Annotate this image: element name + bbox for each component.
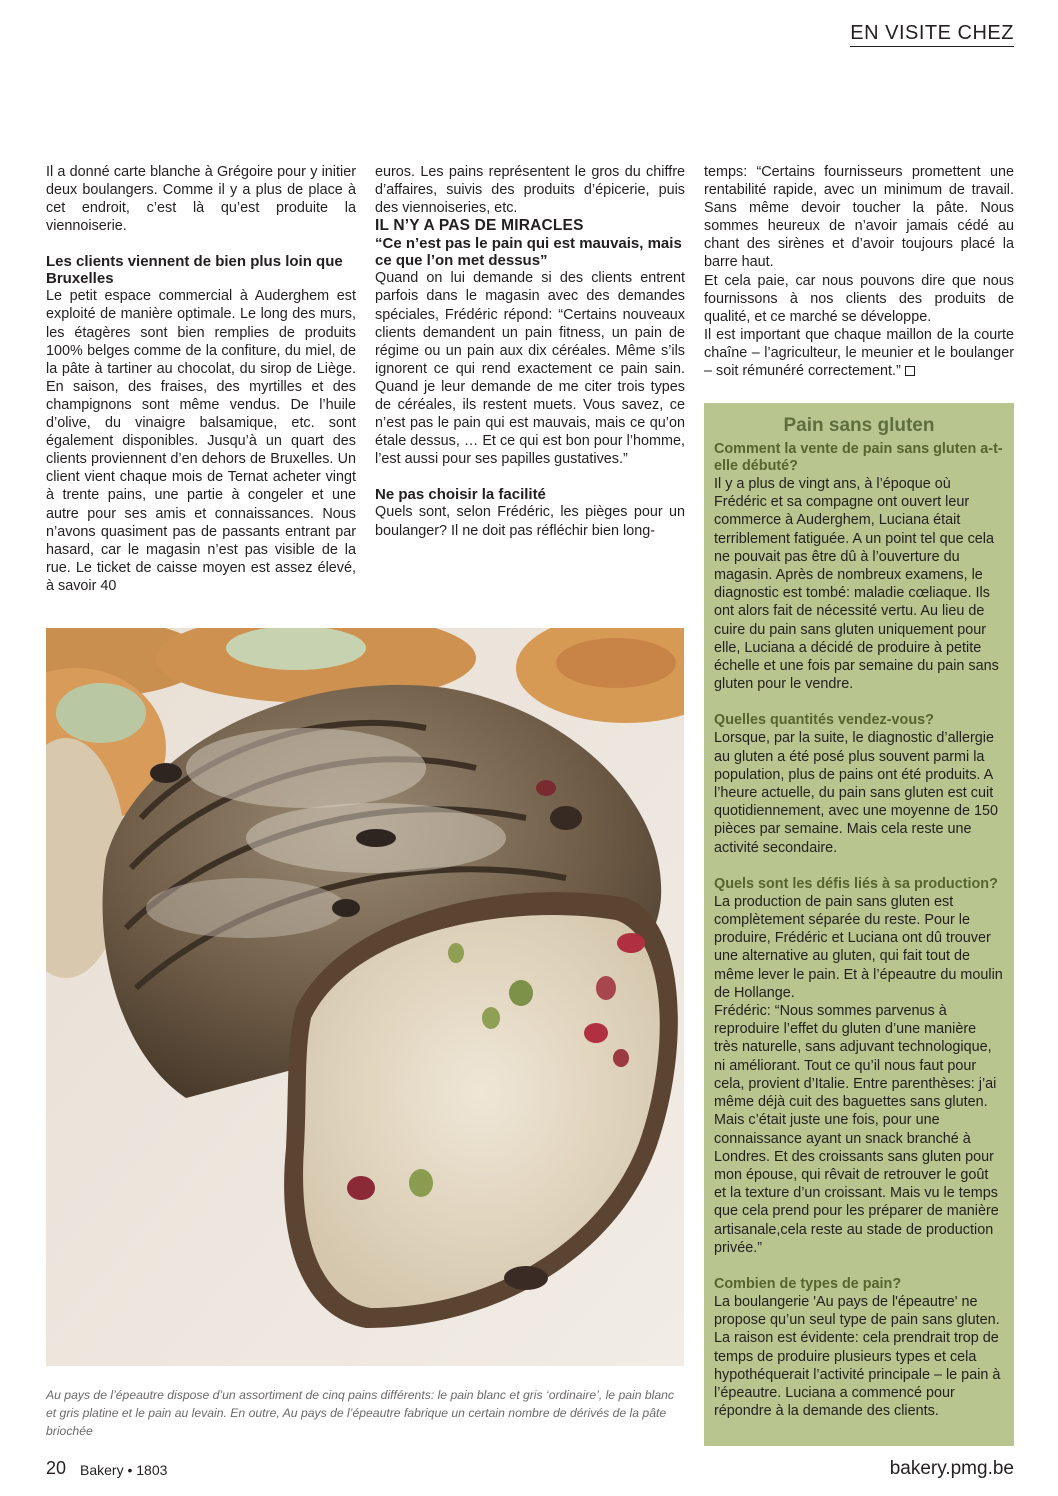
article-column-1 [46, 163, 356, 595]
section-heading: IL N’Y A PAS DE MIRACLES [375, 217, 584, 235]
sidebar-title: Pain sans gluten [783, 415, 935, 436]
article-column-3 [704, 163, 1014, 380]
sidebar-question: Comment la vente de pain sans gluten a-t-elle débuté? [714, 441, 1003, 474]
bread-illustration [46, 628, 684, 1366]
article-column-2 [375, 163, 685, 540]
subheading: Les clients viennent de bien plus loin que Bruxelles [46, 253, 343, 288]
sidebar-box [704, 403, 1014, 1446]
subheading: Ne pas choisir la facilité [375, 486, 546, 504]
paragraph: Il a donné carte blanche à Grégoire pour y initier deux boulangers. Comme il y a plus de place à cet endroit, c’est là qu’est produite la viennoiserie. [46, 164, 356, 235]
end-of-article-icon [905, 366, 915, 376]
paragraph: Et cela paie, car nous pouvons dire que nous fournissons à nos clients des produits de qualité, et ce marché se développe. [704, 272, 1014, 325]
publication-issue: Bakery • 1803 [80, 1462, 168, 1478]
page-number: 20 [46, 1458, 67, 1478]
sidebar-answer: Frédéric: “Nous sommes parvenus à reproduire l’effet du gluten d’une manière très naturelle, sans adjuvant technologique, ni améliorant. Tout ce qu’il nous faut pour cela, provient d’Italie. Entre parenthèses: j’ai même déjà cuit des baguettes sans gluten. Mais c’était juste une fois, pour une connaissance ayant un snack branché à Londres. Et des croissants sans gluten pour mon épouse, qui rêvait de retrouver le goût et la texture d’un croissant. Mais vu le temps que cela prend pour les préparer de manière artisanale,cela reste au stade de production privée.” [714, 1003, 999, 1256]
paragraph: Le petit espace commercial à Auderghem est exploité de manière optimale. Le long des murs, les étagères sont bien remplies de produits 100% belges comme de la confiture, du miel, de la pâte à tartiner au chocolat, du sirop de Liège. En saison, des fraises, des myrtilles et des champignons sont même vendus. De l’huile d’olive, du vinaigre balsamique, etc. sont également disponibles. Jusqu’à un quart des clients proviennent d’en dehors de Bruxelles. Un client vient chaque mois de Ternat acheter vingt à trente pains, une partie à congeler et une autre pour ses amis et connaissances. Nous n’avons quasiment pas de passants entrant par hasard, car le magasin n’est pas visible de la rue. Le ticket de caisse moyen est assez élevé, à savoir 40 [46, 288, 356, 594]
paragraph: euros. Les pains représentent le gros du chiffre d’affaires, suivis des produits d’épicerie, puis des viennoiseries, etc. [375, 164, 685, 217]
sidebar-answer: La production de pain sans gluten est complètement séparée du reste. Pour le produire, Frédéric et Luciana ont dû trouver une alternative au gluten, qui fait tout de même lever le pain. Et à l’épeautre du moulin de Hollange. [714, 893, 1003, 1001]
paragraph: temps: “Certains fournisseurs promettent une rentabilité rapide, avec un minimum de travail. Sans même devoir toucher la pâte. Nous sommes heureux de n’avoir jamais cédé au chant des sirènes et d’avoir toujours placé la barre haut. [704, 164, 1014, 271]
sidebar-question: Quelles quantités vendez-vous? [714, 712, 934, 729]
sidebar-answer: La boulangerie 'Au pays de l'épeautre' ne propose qu’un seul type de pain sans gluten. La raison est évidente: cela prendrait trop de temps de produire plusieurs types et cela hypothéquerait l’activité principale – le pain à l’épeautre. Luciana a commencé pour répondre à la demande des clients. [714, 1293, 1001, 1420]
quote-heading: “Ce n’est pas le pain qui est mauvais, mais ce que l’on met dessus” [375, 235, 682, 270]
paragraph: Quels sont, selon Frédéric, les pièges pour un boulanger? Il ne doit pas réfléchir bien long- [375, 504, 685, 539]
sidebar-answer: Il y a plus de vingt ans, à l’époque où Frédéric et sa compagne ont ouvert leur commerce à Auderghem, Luciana était terriblement fatiguée. A un point tel que cela ne pouvait pas être dû à l’ouverture du magasin. Après de nombreux examens, le diagnostic est tombé: maladie cœliaque. Ils ont alors fait de nécessité vertu. Au lieu de cuire du pain sans gluten uniquement pour elle, Luciana a décidé de produire à petite échelle et une fois par semaine du pain sans gluten pour le vendre. [714, 476, 999, 693]
sidebar-question: Quels sont les défis liés à sa production? [714, 875, 998, 892]
paragraph [704, 326, 1014, 380]
website-link[interactable]: bakery.pmg.be [889, 1458, 1014, 1479]
sidebar-question: Combien de types de pain? [714, 1275, 902, 1292]
section-label: EN VISITE CHEZ [850, 22, 1014, 47]
sidebar-answer: Lorsque, par la suite, le diagnostic d’allergie au gluten a été posé plus souvent parmi la population, plus de pains ont été produits. A l’heure actuelle, du pain sans gluten est cuit quotidiennement, avec une moyenne de 150 pièces par semaine. Mais cela reste une activité secondaire. [714, 730, 999, 856]
photo-caption: Au pays de l’épeautre dispose d’un assortiment de cinq pains différents: le pain blanc et gris ‘ordinaire’, le pain blanc et gris platine et le pain au levain. En outre, Au pays de l’épeautre fabrique un certain nombre de dérivés de la pâte briochée [46, 1388, 675, 1438]
bread-photo [46, 628, 684, 1366]
paragraph: Quand on lui demande si des clients entrent parfois dans le magasin avec des demandes spéciales, Frédéric répond: “Certains nouveaux clients demandent un pain fitness, un pain de régime ou un pain aux dix céréales. Même s’ils ignorent ce qui rend exactement ce pain sain. Quand je leur demande de me citer trois types de céréales, ils restent muets. Vous savez, ce n’est pas le pain qui est mauvais, mais ce qu’on étale dessus, … Et ce qui est bon pour l’homme, l’est aussi pour ses papilles gustatives.” [375, 270, 685, 468]
paragraph-text: Il est important que chaque maillon de la courte chaîne – l’agriculteur, le meunier et le boulanger – soit rémunéré correctement.” [704, 326, 1014, 380]
